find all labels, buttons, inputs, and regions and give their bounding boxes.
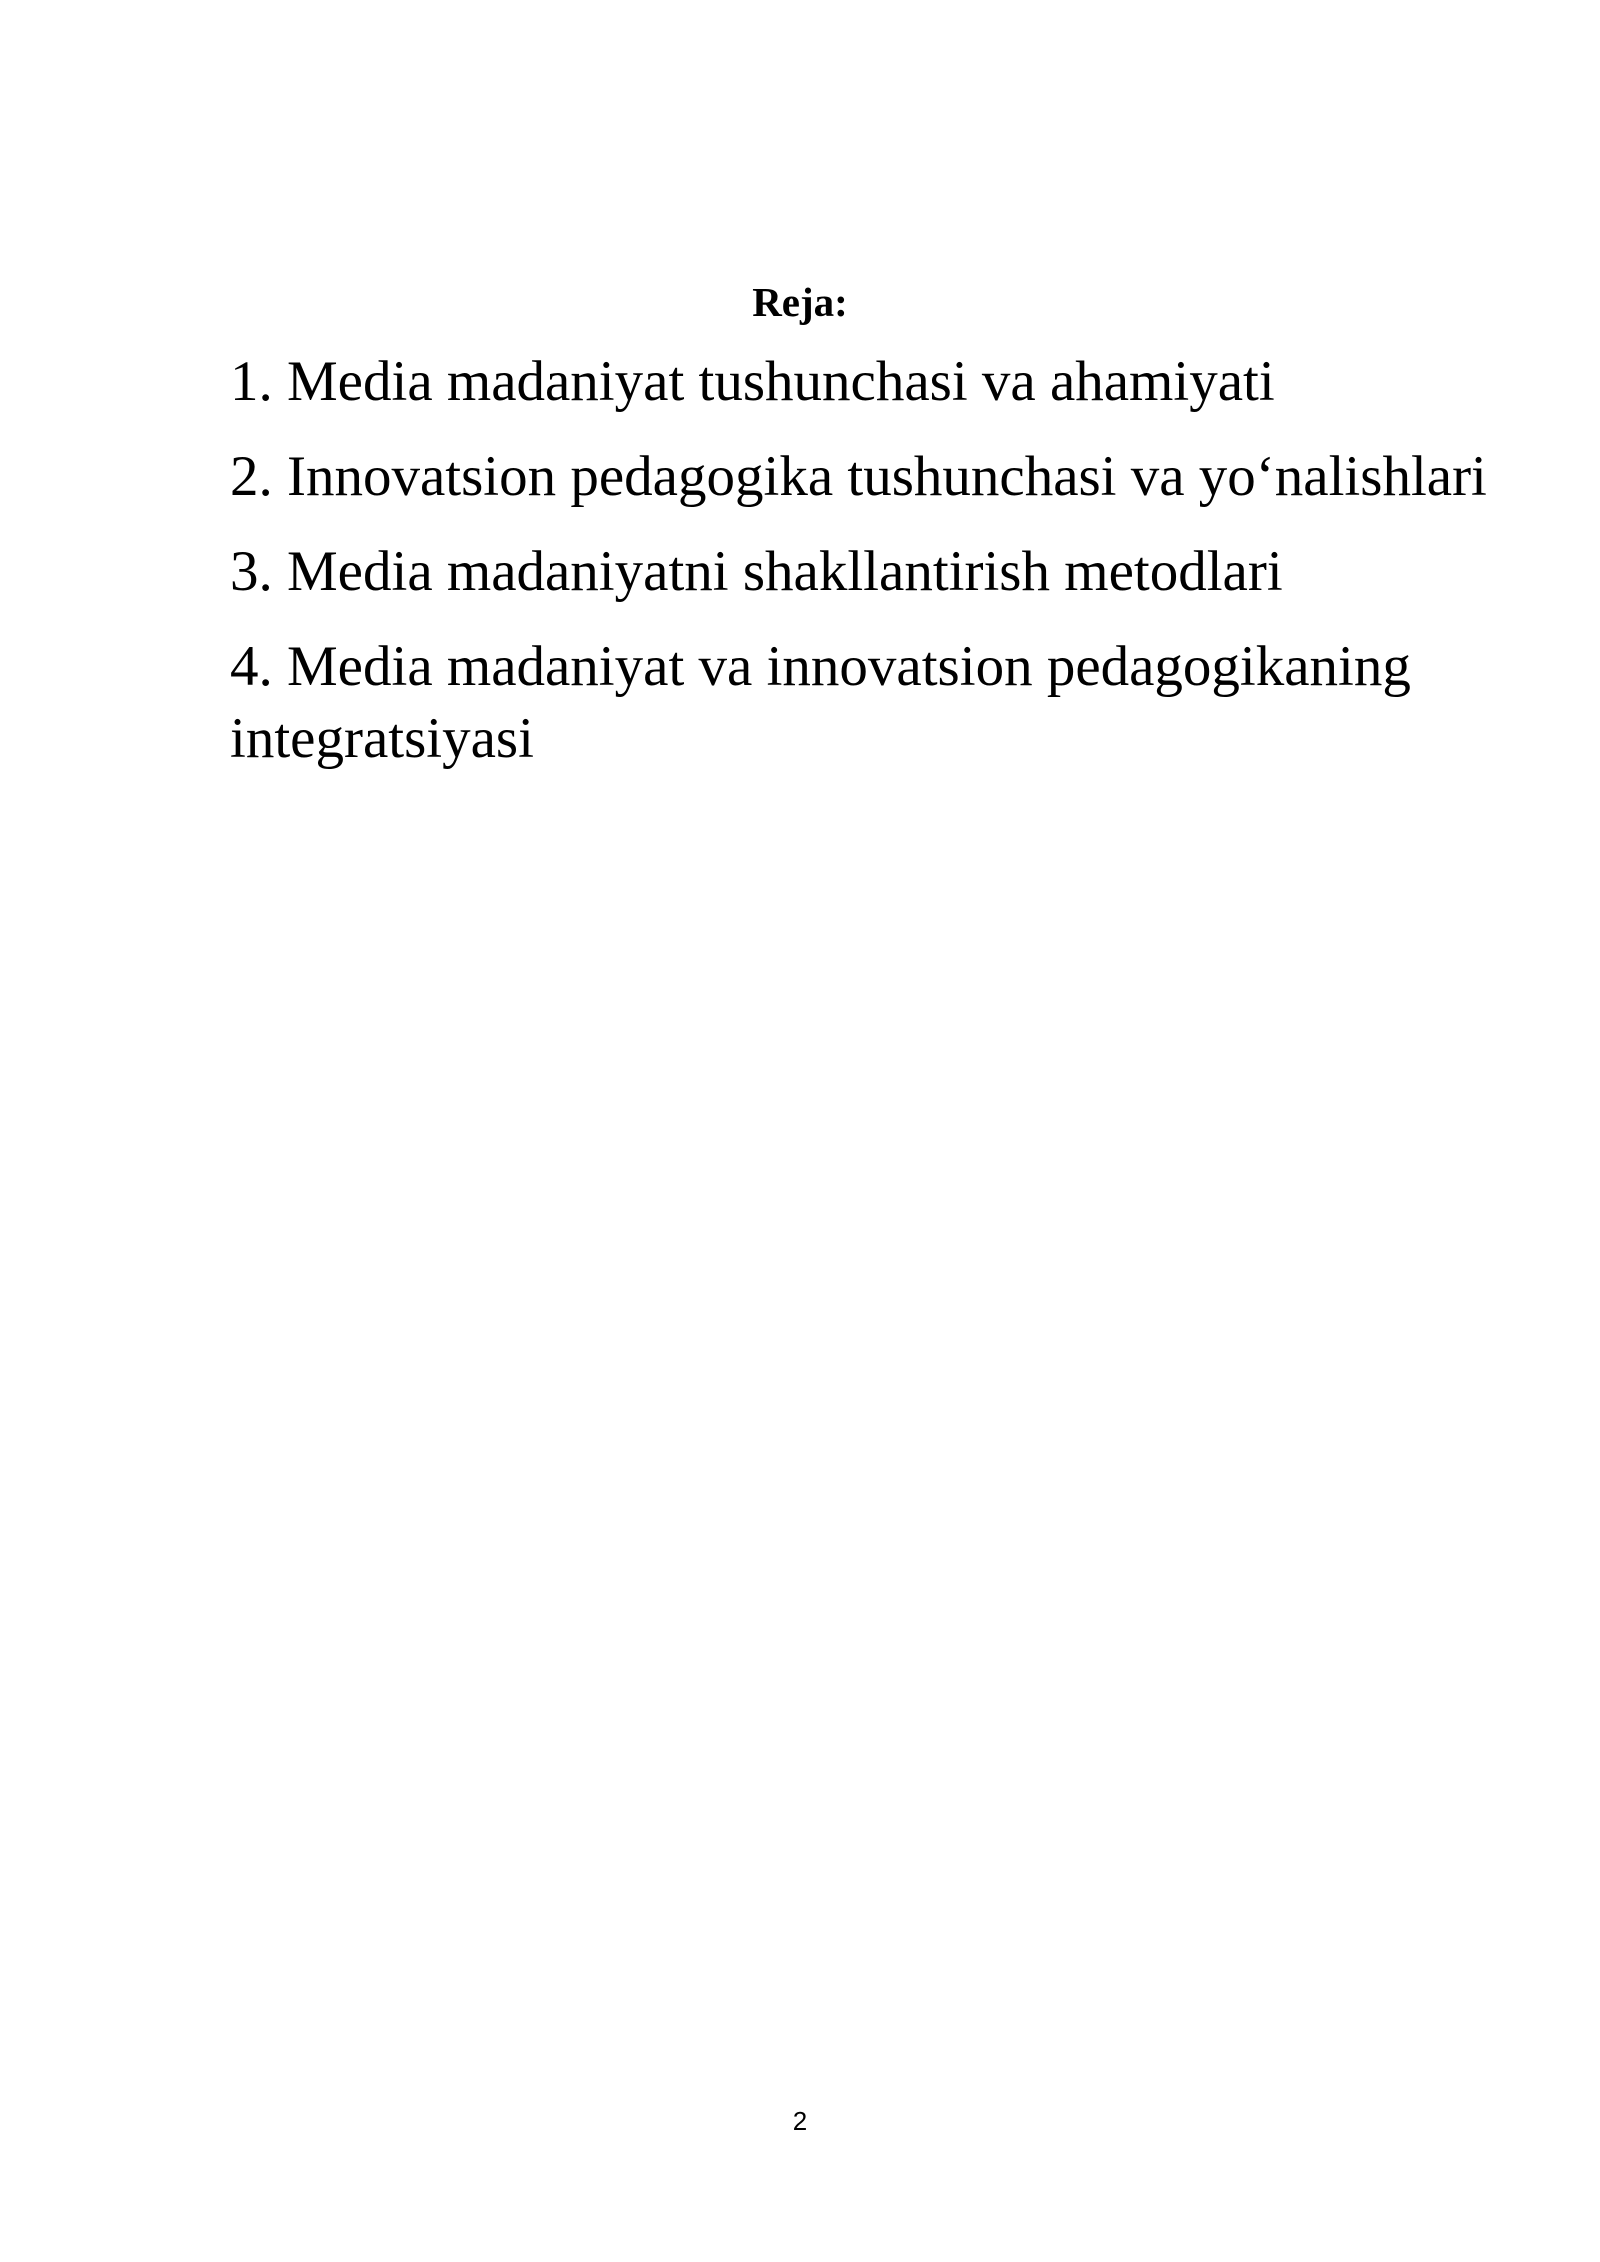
plan-item-1: 1. Media madaniyat tushunchasi va ahamiyati [230, 350, 1275, 413]
plan-item-3: 3. Media madaniyatni shakllantirish metodlari [230, 540, 1283, 603]
plan-heading: Reja: [752, 279, 848, 325]
plan-list [230, 346, 1490, 798]
plan-item-4: 4. Media madaniyat va innovatsion pedagogikaning integratsiyasi [230, 635, 1411, 770]
plan-item-2: 2. Innovatsion pedagogika tushunchasi va yo‘nalishlari [230, 445, 1487, 508]
page-number: 2 [792, 2106, 808, 2136]
